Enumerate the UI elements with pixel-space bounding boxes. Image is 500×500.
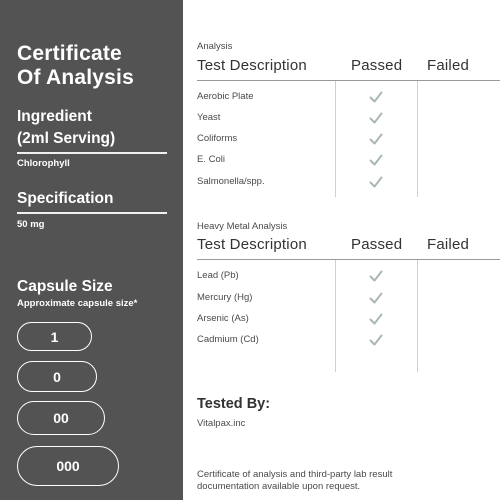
heavy-metal-column-divider-2 [417,260,418,372]
check-icon [369,270,383,282]
specification-divider [17,212,167,214]
check-icon [369,313,383,325]
heavy-metal-header-failed: Failed [427,236,470,253]
analysis-header-description: Test Description [197,57,307,74]
certificate-title-line2: Of Analysis [17,66,134,89]
analysis-header-passed: Passed [351,57,403,74]
ingredient-divider [17,152,167,154]
left-panel [0,0,183,500]
check-icon [369,91,383,103]
ingredient-title [17,106,177,150]
check-icon [369,176,383,188]
heavy-metal-column-divider-1 [335,260,336,372]
heavy-metal-row-label: Arsenic (As) [197,313,249,324]
check-icon [369,154,383,166]
heavy-metal-header-divider [197,259,500,260]
analysis-row-label: Aerobic Plate [197,91,254,102]
analysis-header-failed: Failed [427,57,470,74]
tested-by-title: Tested By: [197,396,271,412]
analysis-header-divider [197,80,500,81]
analysis-row-label: Yeast [197,112,221,123]
heavy-metal-header-passed: Passed [351,236,403,253]
capsule-size-1-pill: 1 [17,322,92,351]
analysis-section-label: Analysis [197,41,233,52]
footer-note: Certificate of analysis and third-party lab result documentation available upon request. [197,469,393,492]
specification-value: 50 mg [17,219,45,230]
analysis-column-divider-2 [417,81,418,197]
check-icon [369,133,383,145]
analysis-row-label: E. Coli [197,154,225,165]
capsule-size-0-pill: 0 [17,361,97,392]
heavy-metal-row-label: Cadmium (Cd) [197,334,259,345]
capsule-size-title: Capsule Size [17,278,113,295]
analysis-row-label: Coliforms [197,133,238,144]
heavy-metal-section-label: Heavy Metal Analysis [197,221,288,232]
specification-title: Specification [17,190,114,207]
ingredient-value: Chlorophyll [17,158,70,169]
tested-by-value: Vitalpax.inc [197,418,246,429]
capsule-size-000-pill: 000 [17,446,119,486]
capsule-size-00-pill: 00 [17,401,105,435]
heavy-metal-row-label: Mercury (Hg) [197,292,253,303]
analysis-row-label: Salmonella/spp. [197,176,265,187]
heavy-metal-header-description: Test Description [197,236,307,253]
analysis-column-divider-1 [335,81,336,197]
heavy-metal-row-label: Lead (Pb) [197,270,239,281]
ingredient-title-line1: Ingredient [17,108,92,125]
check-icon [369,292,383,304]
certificate-title [17,42,177,90]
check-icon [369,334,383,346]
check-icon [369,112,383,124]
ingredient-title-line2: (2ml Serving) [17,130,116,147]
capsule-size-subtitle: Approximate capsule size* [17,298,138,309]
certificate-title-line1: Certificate [17,42,122,65]
